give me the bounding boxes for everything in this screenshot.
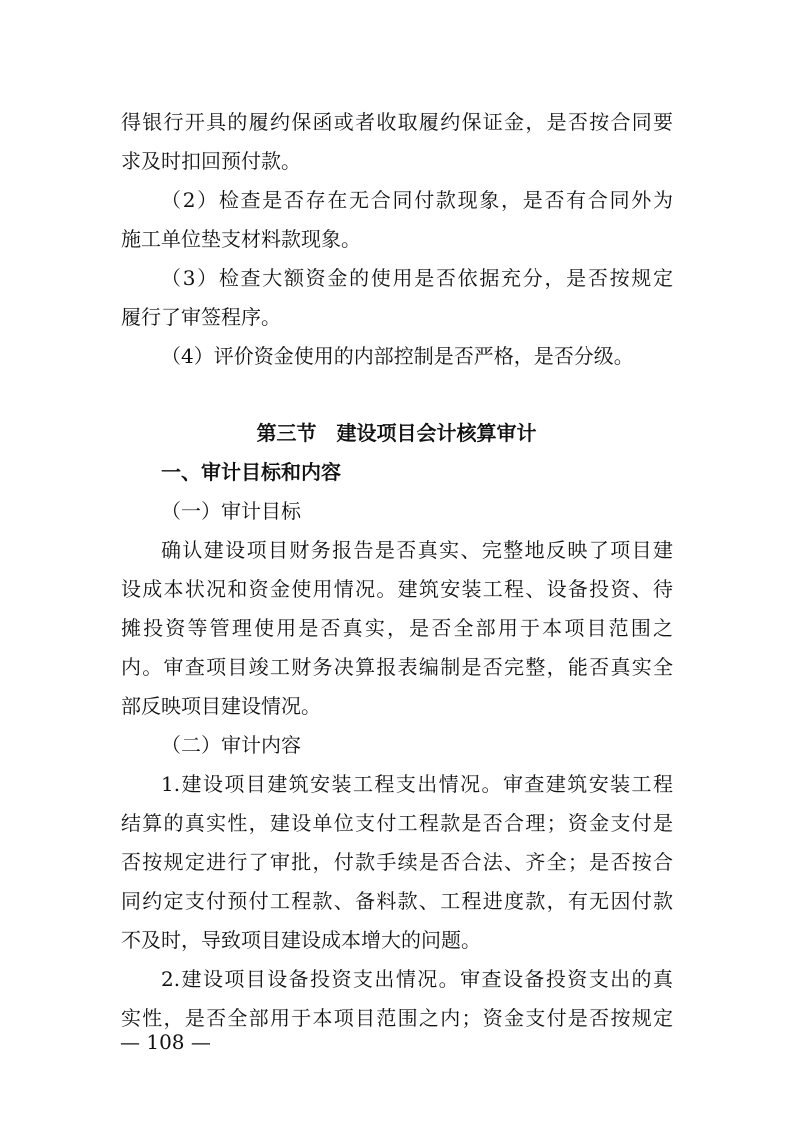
- body-line: 内。审查项目竣工财务决算报表编制是否完整，能否真实全: [121, 655, 673, 679]
- body-line: 否按规定进行了审批，付款手续是否合法、齐全；是否按合: [121, 850, 673, 874]
- body-line: 设成本状况和资金使用情况。建筑安装工程、设备投资、待: [121, 577, 673, 601]
- body-line: 同约定支付预付工程款、备料款、工程进度款，有无因付款: [121, 889, 673, 913]
- list-item: 2.建设项目设备投资支出情况。审查设备投资支出的真: [161, 967, 673, 991]
- list-item: （4）评价资金使用的内部控制是否严格，是否分级。: [161, 344, 634, 368]
- body-line: 确认建设项目财务报告是否真实、完整地反映了项目建: [161, 538, 673, 562]
- body-line: 求及时扣回预付款。: [121, 149, 301, 173]
- list-item: 1.建设项目建筑安装工程支出情况。审查建筑安装工程: [161, 772, 673, 796]
- body-line: 施工单位垫支材料款现象。: [121, 227, 361, 251]
- body-line: 部反映项目建设情况。: [121, 694, 321, 718]
- subsection-heading: 一、审计目标和内容: [161, 460, 341, 484]
- list-item: （2）检查是否存在无合同付款现象，是否有合同外为: [161, 188, 673, 212]
- section-heading: 第三节 建设项目会计核算审计: [256, 421, 537, 445]
- body-line: 不及时，导致项目建设成本增大的问题。: [121, 928, 481, 952]
- sub-subsection-heading: （二）审计内容: [161, 733, 301, 757]
- sub-subsection-heading: （一）审计目标: [161, 499, 301, 523]
- body-line: 摊投资等管理使用是否真实，是否全部用于本项目范围之: [121, 616, 673, 640]
- body-line: 结算的真实性，建设单位支付工程款是否合理；资金支付是: [121, 811, 673, 835]
- body-line: 实性，是否全部用于本项目范围之内；资金支付是否按规定: [121, 1006, 673, 1030]
- body-line: 得银行开具的履约保函或者收取履约保证金，是否按合同要: [121, 110, 673, 134]
- page-number: — 108 —: [120, 1030, 211, 1054]
- body-line: 履行了审签程序。: [121, 305, 281, 329]
- list-item: （3）检查大额资金的使用是否依据充分，是否按规定: [161, 266, 673, 290]
